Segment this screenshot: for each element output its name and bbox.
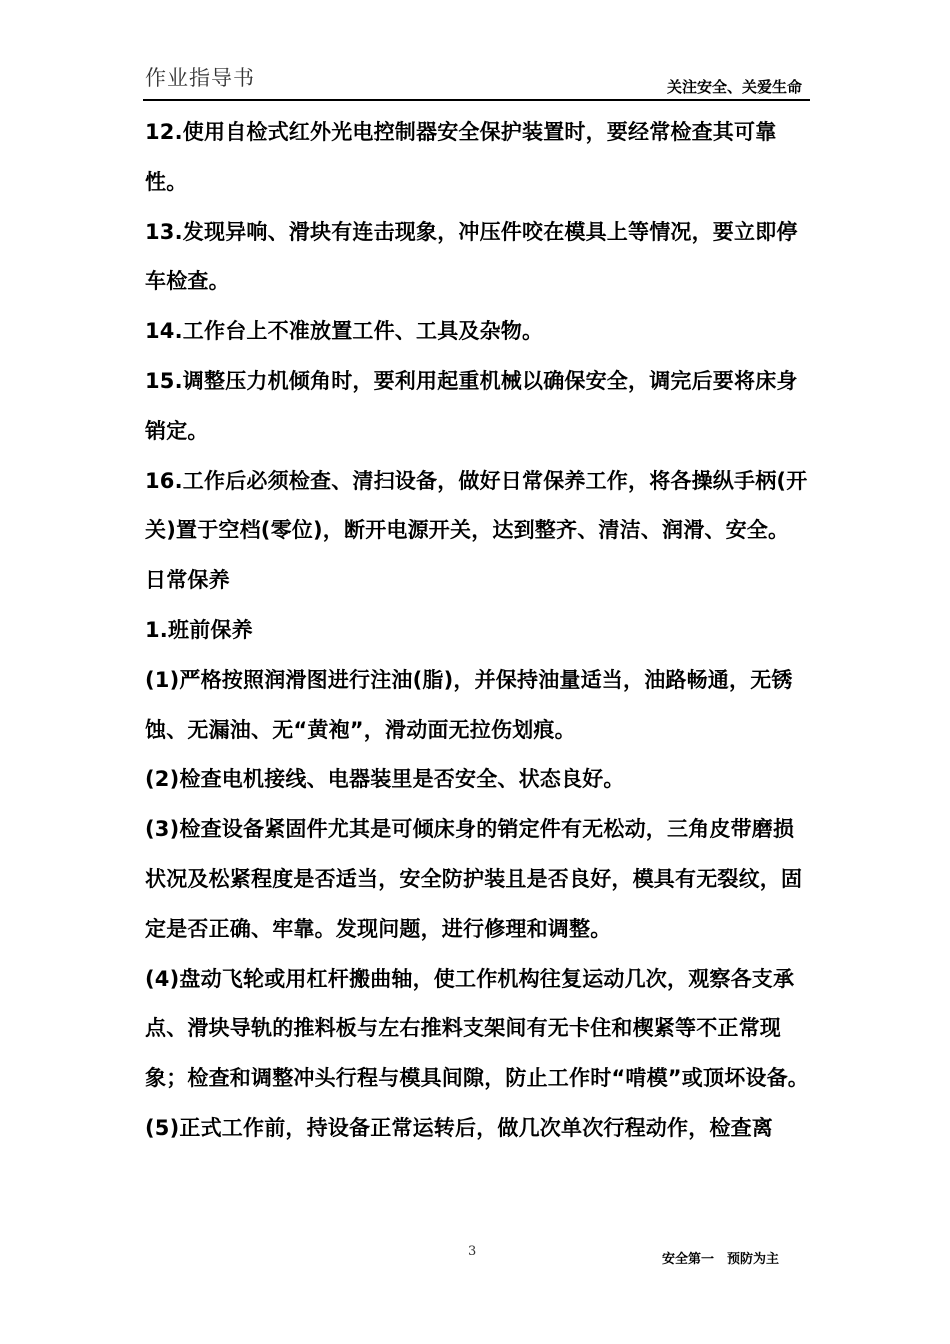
paragraph-item-16: 16.工作后必须检查、清扫设备，做好日常保养工作，将各操纵手柄(开关)置于空档(零位)，断开电源开关，达到整齐、清洁、润滑、安全。 xyxy=(145,468,808,543)
paragraph-item-14: 14.工作台上不准放置工件、工具及杂物。 xyxy=(145,319,544,344)
footer-slogan: 安全第一 预防为主 xyxy=(662,1252,780,1267)
paragraph-item-12: 12.使用自检式红外光电控制器安全保护装置时，要经常检查其可靠性。 xyxy=(145,120,777,194)
paragraph-step-4: (4)盘动飞轮或用杠杆搬曲轴，使工作机构往复运动几次，观察各支承点、滑块导轨的推料板与左右推料支架间有无卡住和楔紧等不正常现象；检查和调整冲头行程与模具间隙，防止工作时“啃模”或顶坏设备。 xyxy=(145,966,810,1091)
subsection-heading-pre-shift-maintenance: 1.班前保养 xyxy=(145,617,253,642)
section-heading-daily-maintenance: 日常保养 xyxy=(145,568,230,593)
paragraph-item-13: 13.发现异响、滑块有连击现象，冲压件咬在模具上等情况，要立即停车检查。 xyxy=(145,219,798,294)
paragraph-step-1: (1)严格按照润滑图进行注油(脂)，并保持油量适当，油路畅通，无锈蚀、无漏油、无“黄袍”，滑动面无拉伤划痕。 xyxy=(145,667,793,742)
header-slogan: 关注安全、关爱生命 xyxy=(666,78,802,96)
document-body xyxy=(145,108,813,1154)
page-number: 3 xyxy=(468,1244,477,1259)
document-title: 作业指导书 xyxy=(145,66,255,90)
paragraph-item-15: 15.调整压力机倾角时，要利用起重机械以确保安全，调完后要将床身销定。 xyxy=(145,368,798,443)
paragraph-step-5: (5)正式工作前，持设备正常运转后，做几次单次行程动作，检查离 xyxy=(145,1115,774,1140)
header-divider xyxy=(143,99,810,101)
paragraph-step-2: (2)检查电机接线、电器装里是否安全、状态良好。 xyxy=(145,767,625,792)
paragraph-step-3: (3)检查设备紧固件尤其是可倾床身的销定件有无松动，三角皮带磨损状况及松紧程度是否适当，安全防护装且是否良好，模具有无裂纹，固定是否正确、牢靠。发现问题，进行修理和调整。 xyxy=(145,817,803,941)
